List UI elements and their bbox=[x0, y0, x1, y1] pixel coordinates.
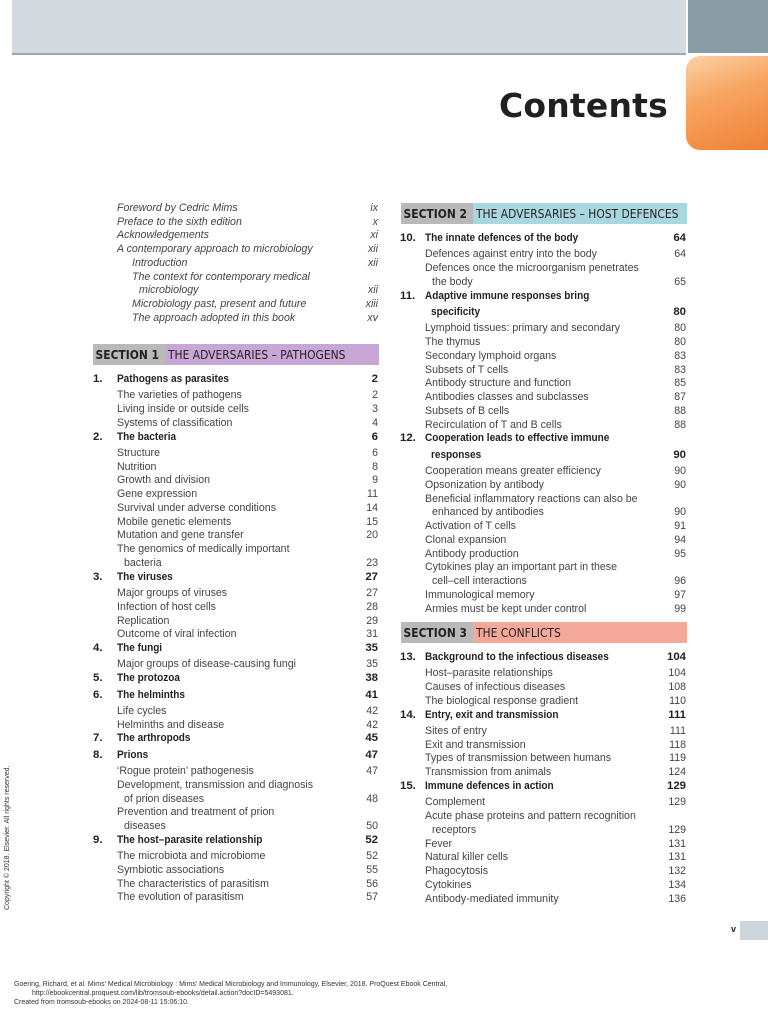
page-ref: 3 bbox=[372, 403, 378, 416]
prelim-entry: Introduction bbox=[132, 256, 188, 269]
page-ref: 6 bbox=[371, 430, 378, 443]
chapter-number: 7. bbox=[93, 732, 103, 745]
chapter-title: responses bbox=[431, 448, 482, 461]
section-label: SECTION 3 bbox=[401, 622, 473, 643]
page-ref: 38 bbox=[365, 672, 378, 685]
prelim-page: xii bbox=[367, 256, 378, 269]
section-header bbox=[93, 344, 379, 365]
section-label: SECTION 2 bbox=[401, 203, 473, 224]
subsection-title: Life cycles bbox=[117, 704, 167, 717]
subsection-title: Acute phase proteins and pattern recognition bbox=[425, 810, 636, 823]
subsection-title: Symbiotic associations bbox=[117, 863, 225, 876]
chapter-title: The host–parasite relationship bbox=[117, 833, 263, 846]
prelim-entry: microbiology bbox=[139, 284, 199, 297]
subsection-title: Prevention and treatment of prion bbox=[117, 806, 275, 819]
page-ref: 47 bbox=[366, 765, 378, 778]
page-ref: 136 bbox=[668, 892, 686, 905]
footer-line: http://ebookcentral.proquest.com/lib/tromsoub-ebooks/detail.action?docID=5493081. bbox=[32, 990, 294, 997]
chapter-title: The fungi bbox=[117, 642, 163, 655]
chapter-title: Adaptive immune responses bring bbox=[425, 289, 590, 302]
subsection-title: Systems of classification bbox=[117, 416, 233, 429]
page-ref: 8 bbox=[372, 460, 378, 473]
page-ref: 104 bbox=[666, 651, 686, 663]
subsection-title: Transmission from animals bbox=[425, 766, 552, 779]
subsection-title: Cooperation means greater efficiency bbox=[425, 465, 601, 477]
header-bar bbox=[12, 0, 686, 53]
chapter-number: 1. bbox=[93, 373, 103, 385]
subsection-title: The evolution of parasitism bbox=[117, 891, 244, 904]
subsection-title: Infection of host cells bbox=[117, 600, 216, 613]
page-ref: 48 bbox=[366, 792, 378, 805]
chapter-title: The bacteria bbox=[117, 430, 177, 443]
subsection-title: Phagocytosis bbox=[425, 865, 489, 878]
page-ref: 27 bbox=[366, 587, 378, 600]
page-ref: 2 bbox=[372, 389, 378, 402]
prelim-page: xiii bbox=[365, 297, 378, 310]
subsection-title: Natural killer cells bbox=[425, 851, 509, 864]
subsection-title: ‘Rogue protein’ pathogenesis bbox=[117, 765, 254, 778]
subsection-title: Subsets of B cells bbox=[425, 404, 510, 417]
page-ref: 35 bbox=[366, 658, 378, 671]
page-ref: 83 bbox=[674, 349, 686, 362]
subsection-title: Host–parasite relationships bbox=[425, 667, 553, 680]
subsection-title: Mutation and gene transfer bbox=[117, 529, 244, 542]
subsection-title: Mobile genetic elements bbox=[117, 515, 232, 528]
section-name-text: THE ADVERSARIES – PATHOGENS bbox=[168, 347, 346, 362]
subsection-title: Immunological memory bbox=[425, 588, 535, 601]
page-ref: 91 bbox=[674, 520, 686, 532]
section-name bbox=[473, 203, 687, 224]
section-name bbox=[165, 344, 379, 365]
page-ref: 131 bbox=[668, 837, 686, 850]
subsection-title: Causes of infectious diseases bbox=[425, 681, 566, 694]
footer-line: Goering, Richard, et al. Mims' Medical Microbiology : Mims' Medical Microbiology and Immunology, Elsevier, 2018. ProQuest Ebook Central, bbox=[14, 981, 448, 988]
page-ref: 97 bbox=[674, 588, 686, 601]
subsection-title: Survival under adverse conditions bbox=[117, 501, 276, 514]
section-header bbox=[401, 203, 687, 224]
subsection-title: bacteria bbox=[124, 556, 162, 569]
subsection-title: Clonal expansion bbox=[425, 533, 507, 546]
page-ref: 29 bbox=[366, 614, 378, 627]
prelim-entry: Microbiology past, present and future bbox=[132, 297, 307, 310]
page-ref: 20 bbox=[366, 529, 378, 542]
page-ref: 88 bbox=[674, 404, 686, 417]
chapter-number: 10. bbox=[400, 232, 416, 244]
copyright-notice: Copyright © 2018. Elsevier. All rights reserved. bbox=[4, 765, 11, 910]
subsection-title: Growth and division bbox=[117, 474, 211, 487]
page-ref: 104 bbox=[668, 667, 686, 680]
header-corner-block bbox=[688, 0, 768, 53]
subsection-title: Nutrition bbox=[117, 460, 157, 473]
page-ref: 85 bbox=[674, 377, 686, 390]
subsection-title: Opsonization by antibody bbox=[425, 478, 544, 491]
page-ref: 108 bbox=[668, 681, 686, 694]
section-name bbox=[473, 622, 687, 643]
subsection-title: Antibody-mediated immunity bbox=[425, 892, 559, 905]
prelim-entry: The approach adopted in this book bbox=[132, 311, 296, 324]
chapter-number: 9. bbox=[93, 833, 103, 846]
subsection-title: the body bbox=[432, 275, 473, 288]
page-ref: 80 bbox=[673, 305, 686, 318]
page-ref: 28 bbox=[366, 600, 378, 613]
chapter-number: 3. bbox=[93, 570, 103, 583]
subsection-title: Lymphoid tissues: primary and secondary bbox=[425, 322, 621, 335]
subsection-title: The genomics of medically important bbox=[117, 543, 290, 556]
subsection-title: Major groups of disease-causing fungi bbox=[117, 658, 297, 671]
subsection-title: Recirculation of T and B cells bbox=[425, 418, 562, 431]
page-ref: 47 bbox=[365, 748, 378, 761]
subsection-title: The varieties of pathogens bbox=[117, 389, 242, 402]
prelim-page: xv bbox=[367, 311, 378, 324]
page-ref: 6 bbox=[372, 446, 378, 459]
subsection-title: Subsets of T cells bbox=[425, 363, 509, 376]
section-label: SECTION 1 bbox=[93, 344, 165, 365]
page-ref: 83 bbox=[674, 363, 686, 376]
chapter-number: 15. bbox=[400, 779, 416, 792]
page-ref: 99 bbox=[674, 602, 686, 615]
page-ref: 64 bbox=[674, 248, 686, 261]
page-ref: 95 bbox=[674, 547, 686, 560]
chapter-number: 13. bbox=[400, 651, 416, 663]
page-ref: 56 bbox=[366, 877, 378, 890]
subsection-title: enhanced by antibodies bbox=[432, 506, 544, 519]
page-ref: 90 bbox=[673, 448, 686, 461]
subsection-title: receptors bbox=[432, 823, 477, 836]
prelim-page: x bbox=[372, 215, 378, 228]
page-ref: 23 bbox=[366, 556, 378, 569]
page-ref: 11 bbox=[367, 488, 378, 501]
chapter-number: 5. bbox=[93, 672, 103, 685]
chapter-tab bbox=[686, 56, 768, 150]
section-header bbox=[401, 622, 687, 643]
chapter-number: 12. bbox=[400, 432, 416, 445]
page-ref: 9 bbox=[372, 474, 378, 487]
chapter-title: Immune defences in action bbox=[425, 779, 554, 792]
subsection-title: diseases bbox=[124, 820, 166, 833]
subsection-title: Cytokines play an important part in these bbox=[425, 561, 617, 574]
section-name-text: THE ADVERSARIES – HOST DEFENCES bbox=[476, 206, 679, 221]
chapter-title: Cooperation leads to effective immune bbox=[425, 432, 610, 445]
page-ref: 50 bbox=[366, 820, 378, 833]
page-ref: 45 bbox=[365, 732, 378, 745]
page-ref: 129 bbox=[668, 823, 686, 836]
subsection-title: Major groups of viruses bbox=[117, 587, 228, 600]
page-ref: 31 bbox=[366, 628, 378, 641]
section-name-text: THE CONFLICTS bbox=[476, 625, 561, 640]
chapter-title: The arthropods bbox=[117, 732, 191, 745]
footer-line: Created from tromsoub-ebooks on 2024-08-11 15:06:10. bbox=[14, 999, 189, 1006]
page-ref: 80 bbox=[674, 322, 686, 335]
chapter-number: 8. bbox=[93, 748, 103, 761]
subsection-title: The characteristics of parasitism bbox=[117, 877, 269, 890]
page-ref: 80 bbox=[674, 336, 686, 349]
chapter-title: The viruses bbox=[117, 570, 173, 583]
page-ref: 14 bbox=[366, 501, 378, 514]
prelim-entry: Preface to the sixth edition bbox=[117, 215, 242, 228]
subsection-title: Antibody structure and function bbox=[425, 377, 572, 390]
prelim-page: ix bbox=[370, 202, 378, 214]
page-ref: 94 bbox=[674, 533, 686, 546]
subsection-title: Activation of T cells bbox=[425, 520, 516, 532]
page-ref: 52 bbox=[365, 833, 378, 846]
chapter-title: Pathogens as parasites bbox=[117, 373, 229, 385]
subsection-title: Outcome of viral infection bbox=[117, 628, 237, 641]
page-ref: 90 bbox=[674, 478, 686, 491]
subsection-title: The thymus bbox=[425, 336, 481, 349]
page-ref: 27 bbox=[365, 570, 378, 583]
page-ref: 88 bbox=[674, 418, 686, 431]
subsection-title: Living inside or outside cells bbox=[117, 403, 249, 416]
page-ref: 134 bbox=[668, 878, 686, 891]
page-ref: 118 bbox=[669, 738, 686, 751]
chapter-title: The protozoa bbox=[117, 672, 180, 685]
subsection-title: Structure bbox=[117, 446, 160, 459]
page-ref: 96 bbox=[674, 575, 686, 587]
page-ref: 119 bbox=[669, 752, 686, 765]
page-ref: 4 bbox=[372, 416, 378, 429]
chapter-title: Background to the infectious diseases bbox=[425, 651, 609, 663]
chapter-title: Prions bbox=[117, 748, 149, 761]
page-ref: 124 bbox=[668, 766, 686, 779]
header-rule bbox=[12, 53, 686, 55]
page-ref: 129 bbox=[666, 779, 686, 792]
page-title: Contents bbox=[498, 86, 668, 125]
chapter-title: specificity bbox=[431, 305, 481, 318]
subsection-title: Replication bbox=[117, 614, 170, 627]
subsection-title: of prion diseases bbox=[124, 792, 205, 805]
page-ref: 90 bbox=[674, 465, 686, 477]
page-ref: 41 bbox=[365, 688, 378, 701]
page-ref: 35 bbox=[365, 642, 378, 655]
subsection-title: Fever bbox=[425, 837, 453, 850]
subsection-title: Helminths and disease bbox=[117, 718, 225, 731]
prelim-entry: Foreword by Cedric Mims bbox=[117, 202, 238, 214]
subsection-title: Cytokines bbox=[425, 878, 472, 891]
subsection-title: Defences against entry into the body bbox=[425, 248, 597, 261]
subsection-title: Antibodies classes and subclasses bbox=[425, 391, 589, 404]
page-ref: 2 bbox=[371, 373, 378, 385]
chapter-number: 14. bbox=[400, 708, 416, 721]
prelim-page: xi bbox=[370, 229, 378, 242]
prelim-page: xii bbox=[367, 243, 378, 256]
chapter-number: 2. bbox=[93, 430, 103, 443]
subsection-title: The microbiota and microbiome bbox=[117, 850, 266, 863]
footer-citation bbox=[14, 980, 447, 1007]
page-ref: 111 bbox=[668, 708, 686, 721]
chapter-number: 11. bbox=[400, 289, 416, 302]
prelim-entry: A contemporary approach to microbiology bbox=[117, 243, 313, 256]
page-ref: 42 bbox=[366, 718, 378, 731]
page-number-box bbox=[740, 921, 768, 940]
chapter-number: 4. bbox=[93, 642, 103, 655]
page-ref: 87 bbox=[674, 391, 686, 404]
page-number: v bbox=[731, 924, 737, 934]
page-ref: 129 bbox=[668, 796, 686, 809]
subsection-title: Secondary lymphoid organs bbox=[425, 349, 557, 362]
page-ref: 42 bbox=[366, 704, 378, 717]
subsection-title: Sites of entry bbox=[425, 724, 487, 737]
subsection-title: Exit and transmission bbox=[425, 738, 526, 751]
page-ref: 52 bbox=[366, 850, 378, 863]
subsection-title: Complement bbox=[425, 796, 486, 809]
prelim-page: xii bbox=[367, 284, 378, 297]
subsection-title: Types of transmission between humans bbox=[425, 752, 612, 765]
subsection-title: Development, transmission and diagnosis bbox=[117, 778, 314, 791]
chapter-number: 6. bbox=[93, 688, 103, 701]
page-ref: 15 bbox=[366, 515, 378, 528]
chapter-title: The innate defences of the body bbox=[425, 232, 579, 244]
chapter-title: The helminths bbox=[117, 688, 185, 701]
subsection-title: Antibody production bbox=[425, 547, 519, 560]
page-ref: 132 bbox=[668, 865, 686, 878]
page-ref: 110 bbox=[669, 694, 686, 707]
prelim-entry: Acknowledgements bbox=[117, 229, 209, 242]
page-ref: 55 bbox=[366, 863, 378, 876]
chapter-title: Entry, exit and transmission bbox=[425, 708, 559, 721]
subsection-title: Defences once the microorganism penetrates bbox=[425, 262, 639, 275]
subsection-title: The biological response gradient bbox=[425, 694, 579, 707]
page-ref: 65 bbox=[674, 275, 686, 288]
page-ref: 57 bbox=[366, 891, 378, 904]
subsection-title: Beneficial inflammatory reactions can also be bbox=[425, 492, 638, 505]
page-ref: 90 bbox=[674, 506, 686, 519]
subsection-title: Armies must be kept under control bbox=[425, 602, 587, 615]
page-ref: 64 bbox=[673, 232, 686, 244]
page-ref: 111 bbox=[669, 724, 686, 737]
prelim-entry: The context for contemporary medical bbox=[132, 270, 310, 283]
subsection-title: Gene expression bbox=[117, 488, 198, 501]
page-ref: 131 bbox=[668, 851, 686, 864]
subsection-title: cell–cell interactions bbox=[432, 575, 527, 587]
